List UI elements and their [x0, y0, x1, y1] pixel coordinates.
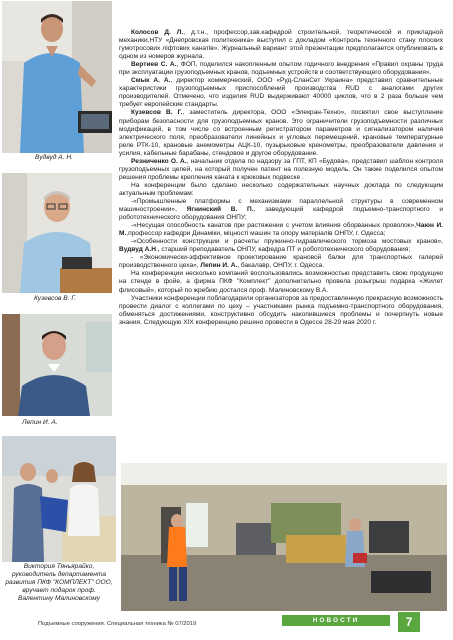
paragraph-text: , д.т.н., профессор,зав.кафедрой строительной, теоретической и прикладной механики,НТУ «Днепровская политехника» выступил с докладом «Контроль технічного стану плоских гумотросових ліфтових канатів». Журнальный вариант этой презентации предполагается опубликовать в одном из номеров журнала.	[119, 29, 443, 61]
paragraph-text: -«Промышленные платформы с механизмами параллельной структуры в современном машиностроении»,	[119, 197, 443, 214]
photo-exhibition-hall	[121, 463, 447, 611]
paragraph-text: , заместитель директора, ООО «Элекран-Техно», посвятил свое выступление приборам безопасности для грузоподъемных кранов. Это ограничители грузоподъемности различных модификаций, в том числе со встроенным регистратором параметров и сигнализатором наличия электрического поля, преобразователи линейных и угловых перемещений, крановые температурные реле РТК-10, крановые анемометры АЦК-10, пузырьковые кренометры, преобразователи давления и усилия, кабельные барабаны, стендовое и другое оборудование.	[119, 109, 443, 157]
article-body	[119, 29, 443, 327]
paragraph-text: , ФОП, поделился накопленным опытом годичного внедрения «Правил охраны труда при эксплуатации грузоподъемных кранов, подъемных устройств и соответствующего оборудования».	[119, 61, 443, 77]
paragraph-text: Участники конференции поблагодарили организаторов за предоставленную прекрасную возможность провести диалог с коллегами по цеху – участниками рынка подъемно-транспортного оборудования, обменяться достижениями, конструктивно обсудить накопившиеся проблемы и почерпнуть новые знания. Следующую XIX конференцию решено провести в Одессе 28-29 мая 2020 г.	[119, 294, 443, 326]
paragraph-kuzevsov	[119, 109, 443, 157]
speaker-name: Чаюн И. М.	[119, 222, 443, 238]
paragraph-text: , бакалавр, ОНПУ, г. Одесса.	[237, 262, 325, 270]
paragraph-report-3	[119, 238, 443, 254]
photo-gift-presentation	[2, 436, 116, 562]
speaker-name: Вудвуд А.Н	[119, 246, 156, 254]
paragraph-smyk	[119, 77, 443, 109]
paragraph-reznichenko	[119, 158, 443, 182]
speaker-name: Колосов Д. Л.	[131, 29, 184, 36]
paragraph-report-1	[119, 198, 443, 222]
journal-footer: Подъемные сооружения. Специальная техника № 07/2019	[38, 621, 197, 627]
photo-speaker-vudvud	[2, 1, 112, 153]
speaker-name: Вертиев С. А.	[131, 61, 177, 69]
speaker-name: Лепин И. А.	[200, 262, 238, 270]
paragraph-text: ., старший преподаватель ОНПУ, кафедра ПТ и робототехнического оборудования;	[155, 246, 411, 254]
paragraph-closing	[119, 295, 443, 327]
photo4-caption: Виктория Тяньярайко, руководитель департамента развития ПКФ "КОМПЛЕКТ" ООО, вручает подарок проф. Валентину Малиновскому	[5, 563, 113, 602]
speaker-name: Резниченко О. А.	[131, 157, 187, 165]
speaker-name: Кузевсов В. Г.	[131, 109, 183, 117]
paragraph-exhibition	[119, 270, 443, 294]
paragraph-reports-intro	[119, 182, 443, 198]
paragraph-text: ,профессор кафедри Динаміки, міцності машин та опору матеріалів ОНПУ, г. Одесса;	[126, 230, 386, 238]
photo3-caption: Лепин И. А.	[22, 419, 58, 426]
photo2-caption: Кузевсов В. Г.	[34, 295, 77, 302]
photo1-caption: Вудвуд А. Н.	[35, 154, 73, 161]
paragraph-text: -«Несущая способность канатов при растяжении с учетом влияния оборванных проволок»,	[131, 222, 417, 230]
paragraph-text: - «Экономически-эффективное проектирование крановой балки для транспортных галерей производственного цеха»,	[119, 254, 443, 270]
paragraph-text: , заведующий кафедрой подъемно-транспортного и робототехнического оборудования ОНПУ;	[119, 206, 443, 222]
photo-speaker-lepin	[2, 314, 112, 416]
paragraph-report-4	[119, 254, 443, 270]
paragraph-text: -«Особенности конструкции и расчеты пружинно-гидравлического тормоза мостовых кранов»,	[131, 238, 443, 246]
paragraph-text: На конференции было сделано несколько содержательных научных доклада по следующим актуальным проблемам:	[119, 181, 443, 197]
speaker-name: Смык А. А.	[131, 77, 171, 85]
paragraph-text: , директор коммерческий, ООО «Руд-СланСет Украина» представил сравнительные характеристики грузоподъемных приспособлений производства RUD с аналогами других производителей. Отмечено, что изделия RUD выдерживают 40000 циклов, что в 2 раза больше чем требует европейские стандарты.	[119, 77, 443, 109]
paragraph-vertiev	[119, 61, 443, 77]
section-label: НОВОСТИ	[282, 615, 390, 626]
page-number: 7	[398, 612, 420, 632]
paragraph-kolosov	[119, 29, 443, 61]
paragraph-report-2	[119, 222, 443, 238]
paragraph-text: , начальник отдела по надзору за ГПТ, КП «Будова», представил шаблон контроля грузоподъемных цепей, на который получен патент на полезную модель. Он также поделился опытом решения проблемы крепления каната к крюковых подвеске .	[119, 157, 443, 181]
speaker-name: Ягнинский В. П.	[186, 206, 254, 214]
photo-speaker-kuzevsov	[2, 173, 112, 293]
paragraph-text: На конференции несколько компаний воспользовались возможностью представить свою продукцию на стенде в фойе, а фирма ПКФ "Комплект" дополнительно провела розыгрыш подарка «Жилет флисовый», который по жребию достался проф. Малиновскому В.А.	[119, 270, 443, 294]
